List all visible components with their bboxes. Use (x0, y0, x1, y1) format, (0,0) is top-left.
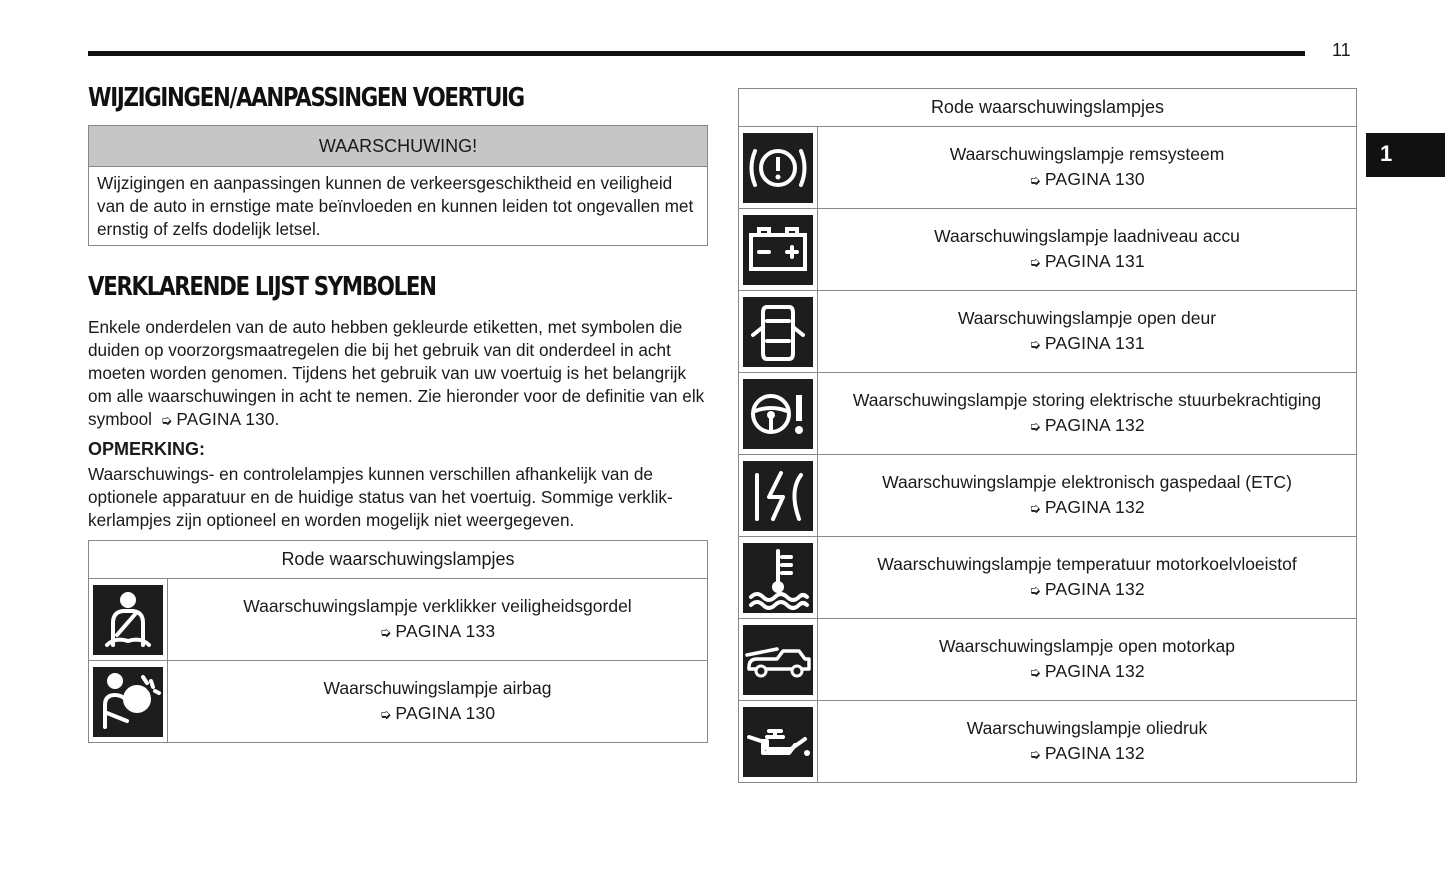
table-row (739, 619, 1357, 701)
coolant-temperature-icon (743, 543, 813, 613)
page-ref-arrow-icon: ➭ (1029, 336, 1041, 352)
row-page-ref[interactable]: PAGINA 132 (1044, 743, 1145, 763)
note-text: Waarschuwings- en controlelampjes kunnen verschillen afhankelijk van de optionele apparatuur en de huidige status van het voertuig. Sommige verklik-kerlampjes zijn optioneel en worden mogelijk niet weergegeven. (88, 464, 673, 530)
power-steering-icon (743, 379, 813, 449)
table-row (739, 455, 1357, 537)
intro-paragraph (88, 316, 710, 432)
section-title-symbols: VERKLARENDE LIJST SYMBOLEN (88, 272, 436, 302)
page-number: 11 (1332, 40, 1351, 60)
intro-page-ref[interactable]: PAGINA 130. (176, 409, 280, 429)
table-row (739, 537, 1357, 619)
table-header: Rode waarschuwingslampjes (739, 89, 1357, 127)
row-page-ref[interactable]: PAGINA 132 (1044, 661, 1145, 681)
page-ref-arrow-icon: ➭ (156, 412, 173, 428)
row-label: Waarschuwingslampje remsysteem (949, 144, 1225, 164)
chapter-tab[interactable]: 1 (1366, 133, 1445, 177)
table-row (89, 661, 708, 743)
row-label: Waarschuwingslampje laadniveau accu (934, 226, 1240, 246)
row-page-ref[interactable]: PAGINA 130 (1044, 169, 1145, 189)
row-label: Waarschuwingslampje oliedruk (966, 718, 1208, 738)
page-ref-arrow-icon: ➭ (1029, 254, 1041, 270)
row-label: Waarschuwingslampje elektronisch gaspedaal (ETC) (882, 472, 1292, 492)
door-open-icon (743, 297, 813, 367)
battery-icon (743, 215, 813, 285)
warning-box (88, 125, 708, 246)
oil-pressure-icon (743, 707, 813, 777)
row-page-ref[interactable]: PAGINA 131 (1044, 333, 1145, 353)
table-row (739, 127, 1357, 209)
warning-title: WAARSCHUWING! (89, 126, 707, 167)
seatbelt-icon (93, 585, 163, 655)
electronic-throttle-icon (743, 461, 813, 531)
note-title: OPMERKING: (88, 439, 205, 459)
row-label: Waarschuwingslampje open motorkap (938, 636, 1236, 656)
left-warning-table (88, 540, 708, 743)
intro-text: Enkele onderdelen van de auto hebben gekleurde etiketten, met symbolen die duiden op voorzorgsmaatregelen die bij het gebruik van dit onderdeel in acht moeten worden genomen. Tijdens het gebruik van uw voertuig is het belangrijk om alle waarschuwingen in acht te nemen. Zie hieronder voor de definitie van elk symbool (88, 317, 705, 429)
table-row (739, 701, 1357, 783)
row-label: Waarschuwingslampje airbag (323, 678, 552, 698)
page-ref-arrow-icon: ➭ (379, 624, 392, 640)
table-header: Rode waarschuwingslampjes (89, 541, 708, 579)
row-label: Waarschuwingslampje open deur (957, 308, 1217, 328)
table-row (739, 209, 1357, 291)
brake-system-icon (743, 133, 813, 203)
page-ref-arrow-icon: ➭ (1029, 746, 1041, 762)
row-page-ref[interactable]: PAGINA 132 (1044, 497, 1145, 517)
row-page-ref[interactable]: PAGINA 130 (395, 703, 496, 723)
page-ref-arrow-icon: ➭ (1029, 500, 1041, 516)
section-title-modifications: WIJZIGINGEN/AANPASSINGEN VOERTUIG (88, 83, 524, 113)
row-label: Waarschuwingslampje verklikker veiligheidsgordel (243, 596, 632, 616)
page-ref-arrow-icon: ➭ (1029, 664, 1041, 680)
row-page-ref[interactable]: PAGINA 133 (395, 621, 496, 641)
table-row (739, 291, 1357, 373)
hood-open-icon (743, 625, 813, 695)
header-rule (88, 51, 1305, 56)
row-page-ref[interactable]: PAGINA 132 (1044, 415, 1145, 435)
airbag-icon (93, 667, 163, 737)
right-warning-table (738, 88, 1357, 783)
row-label: Waarschuwingslampje storing elektrische stuurbekrachtiging (852, 390, 1322, 410)
table-row (89, 579, 708, 661)
page-ref-arrow-icon: ➭ (1029, 418, 1041, 434)
page-ref-arrow-icon: ➭ (1029, 582, 1041, 598)
row-page-ref[interactable]: PAGINA 131 (1044, 251, 1145, 271)
row-page-ref[interactable]: PAGINA 132 (1044, 579, 1145, 599)
page-ref-arrow-icon: ➭ (1029, 172, 1041, 188)
page-ref-arrow-icon: ➭ (379, 706, 392, 722)
row-label: Waarschuwingslampje temperatuur motorkoelvloeistof (877, 554, 1297, 574)
warning-text: Wijzigingen en aanpassingen kunnen de verkeersgeschiktheid en veiligheid van de auto in ernstige mate beïnvloeden en kunnen leiden tot ongevallen met ernstig of zelfs dodelijk letsel. (97, 173, 694, 239)
table-row (739, 373, 1357, 455)
